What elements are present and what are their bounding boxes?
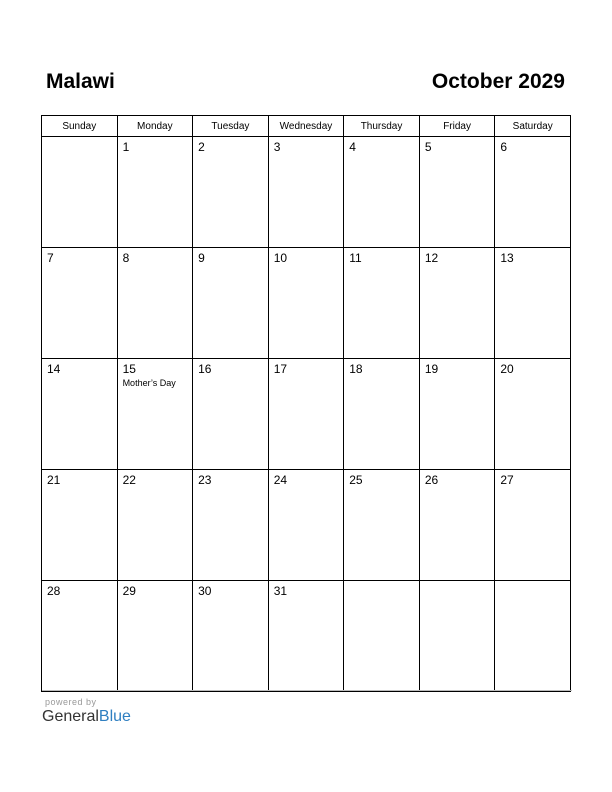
day-cell <box>193 248 269 359</box>
weekday-wednesday: Wednesday <box>268 116 344 137</box>
day-cell <box>42 470 118 581</box>
day-number: 19 <box>424 362 439 376</box>
day-cell <box>344 470 420 581</box>
day-cell <box>419 248 495 359</box>
day-cell <box>419 470 495 581</box>
day-cell <box>268 248 344 359</box>
country-title: Malawi <box>46 70 115 93</box>
day-number: 15 <box>122 362 136 376</box>
day-cell <box>419 359 495 470</box>
day-cell <box>268 470 344 581</box>
day-number: 28 <box>47 584 61 598</box>
day-cell <box>495 470 571 581</box>
day-cell <box>495 581 571 692</box>
day-number: 1 <box>122 140 130 154</box>
day-number: 13 <box>500 251 514 265</box>
day-cell <box>117 248 193 359</box>
day-cell <box>193 137 269 248</box>
day-number: 22 <box>122 473 136 487</box>
day-number: 7 <box>47 251 54 265</box>
weekday-thursday: Thursday <box>344 116 420 137</box>
day-cell <box>117 470 193 581</box>
holiday-label: Mother’s Day <box>122 378 176 388</box>
brand-blue: Blue <box>98 708 131 725</box>
day-cell <box>42 359 118 470</box>
weekday-friday: Friday <box>419 116 495 137</box>
day-cell <box>117 581 193 692</box>
day-number: 29 <box>122 584 136 598</box>
day-number: 11 <box>349 251 362 265</box>
day-number: 26 <box>424 473 439 487</box>
weekday-saturday: Saturday <box>495 116 571 137</box>
day-number: 21 <box>47 473 61 487</box>
day-number: 3 <box>273 140 281 154</box>
day-cell <box>42 137 118 248</box>
day-cell <box>117 359 193 470</box>
day-cell <box>42 581 118 692</box>
day-cell <box>344 359 420 470</box>
day-cell <box>42 248 118 359</box>
day-cell <box>419 581 495 692</box>
day-cell <box>193 359 269 470</box>
week-row <box>42 470 571 581</box>
brand-general: General <box>42 708 99 725</box>
weekday-tuesday: Tuesday <box>193 116 269 137</box>
day-number: 18 <box>349 362 363 376</box>
day-number: 10 <box>273 251 288 265</box>
day-cell <box>344 137 420 248</box>
day-number: 4 <box>349 140 356 154</box>
day-cell <box>419 137 495 248</box>
day-cell <box>344 248 420 359</box>
day-number: 14 <box>47 362 61 376</box>
day-number: 24 <box>273 473 288 487</box>
day-number: 20 <box>500 362 514 376</box>
day-number: 8 <box>122 251 130 265</box>
week-row <box>42 137 571 248</box>
calendar-grid <box>41 115 571 692</box>
day-number: 25 <box>349 473 363 487</box>
weekday-header-row <box>42 116 571 137</box>
footer-divider <box>42 690 572 691</box>
day-cell <box>193 470 269 581</box>
day-number: 6 <box>500 140 508 154</box>
day-number: 31 <box>273 584 288 598</box>
day-cell <box>268 581 344 692</box>
week-row <box>42 248 571 359</box>
day-cell <box>495 137 571 248</box>
day-number: 17 <box>273 362 288 376</box>
day-number: 27 <box>500 473 514 487</box>
day-number: 2 <box>198 140 205 154</box>
day-cell <box>495 248 571 359</box>
day-number: 23 <box>198 473 212 487</box>
day-cell <box>495 359 571 470</box>
day-number: 30 <box>198 584 212 598</box>
weekday-sunday: Sunday <box>42 116 118 137</box>
brand-logo <box>42 708 131 726</box>
week-row <box>42 359 571 470</box>
day-cell <box>117 137 193 248</box>
day-cell <box>268 359 344 470</box>
week-row <box>42 581 571 692</box>
day-number: 12 <box>424 251 439 265</box>
weekday-monday: Monday <box>117 116 193 137</box>
day-cell <box>268 137 344 248</box>
day-number: 5 <box>424 140 432 154</box>
day-number: 16 <box>198 362 212 376</box>
day-cell <box>193 581 269 692</box>
month-title: October 2029 <box>431 70 565 93</box>
day-number: 9 <box>198 251 205 265</box>
powered-by-label: powered by <box>45 697 97 707</box>
day-cell <box>344 581 420 692</box>
